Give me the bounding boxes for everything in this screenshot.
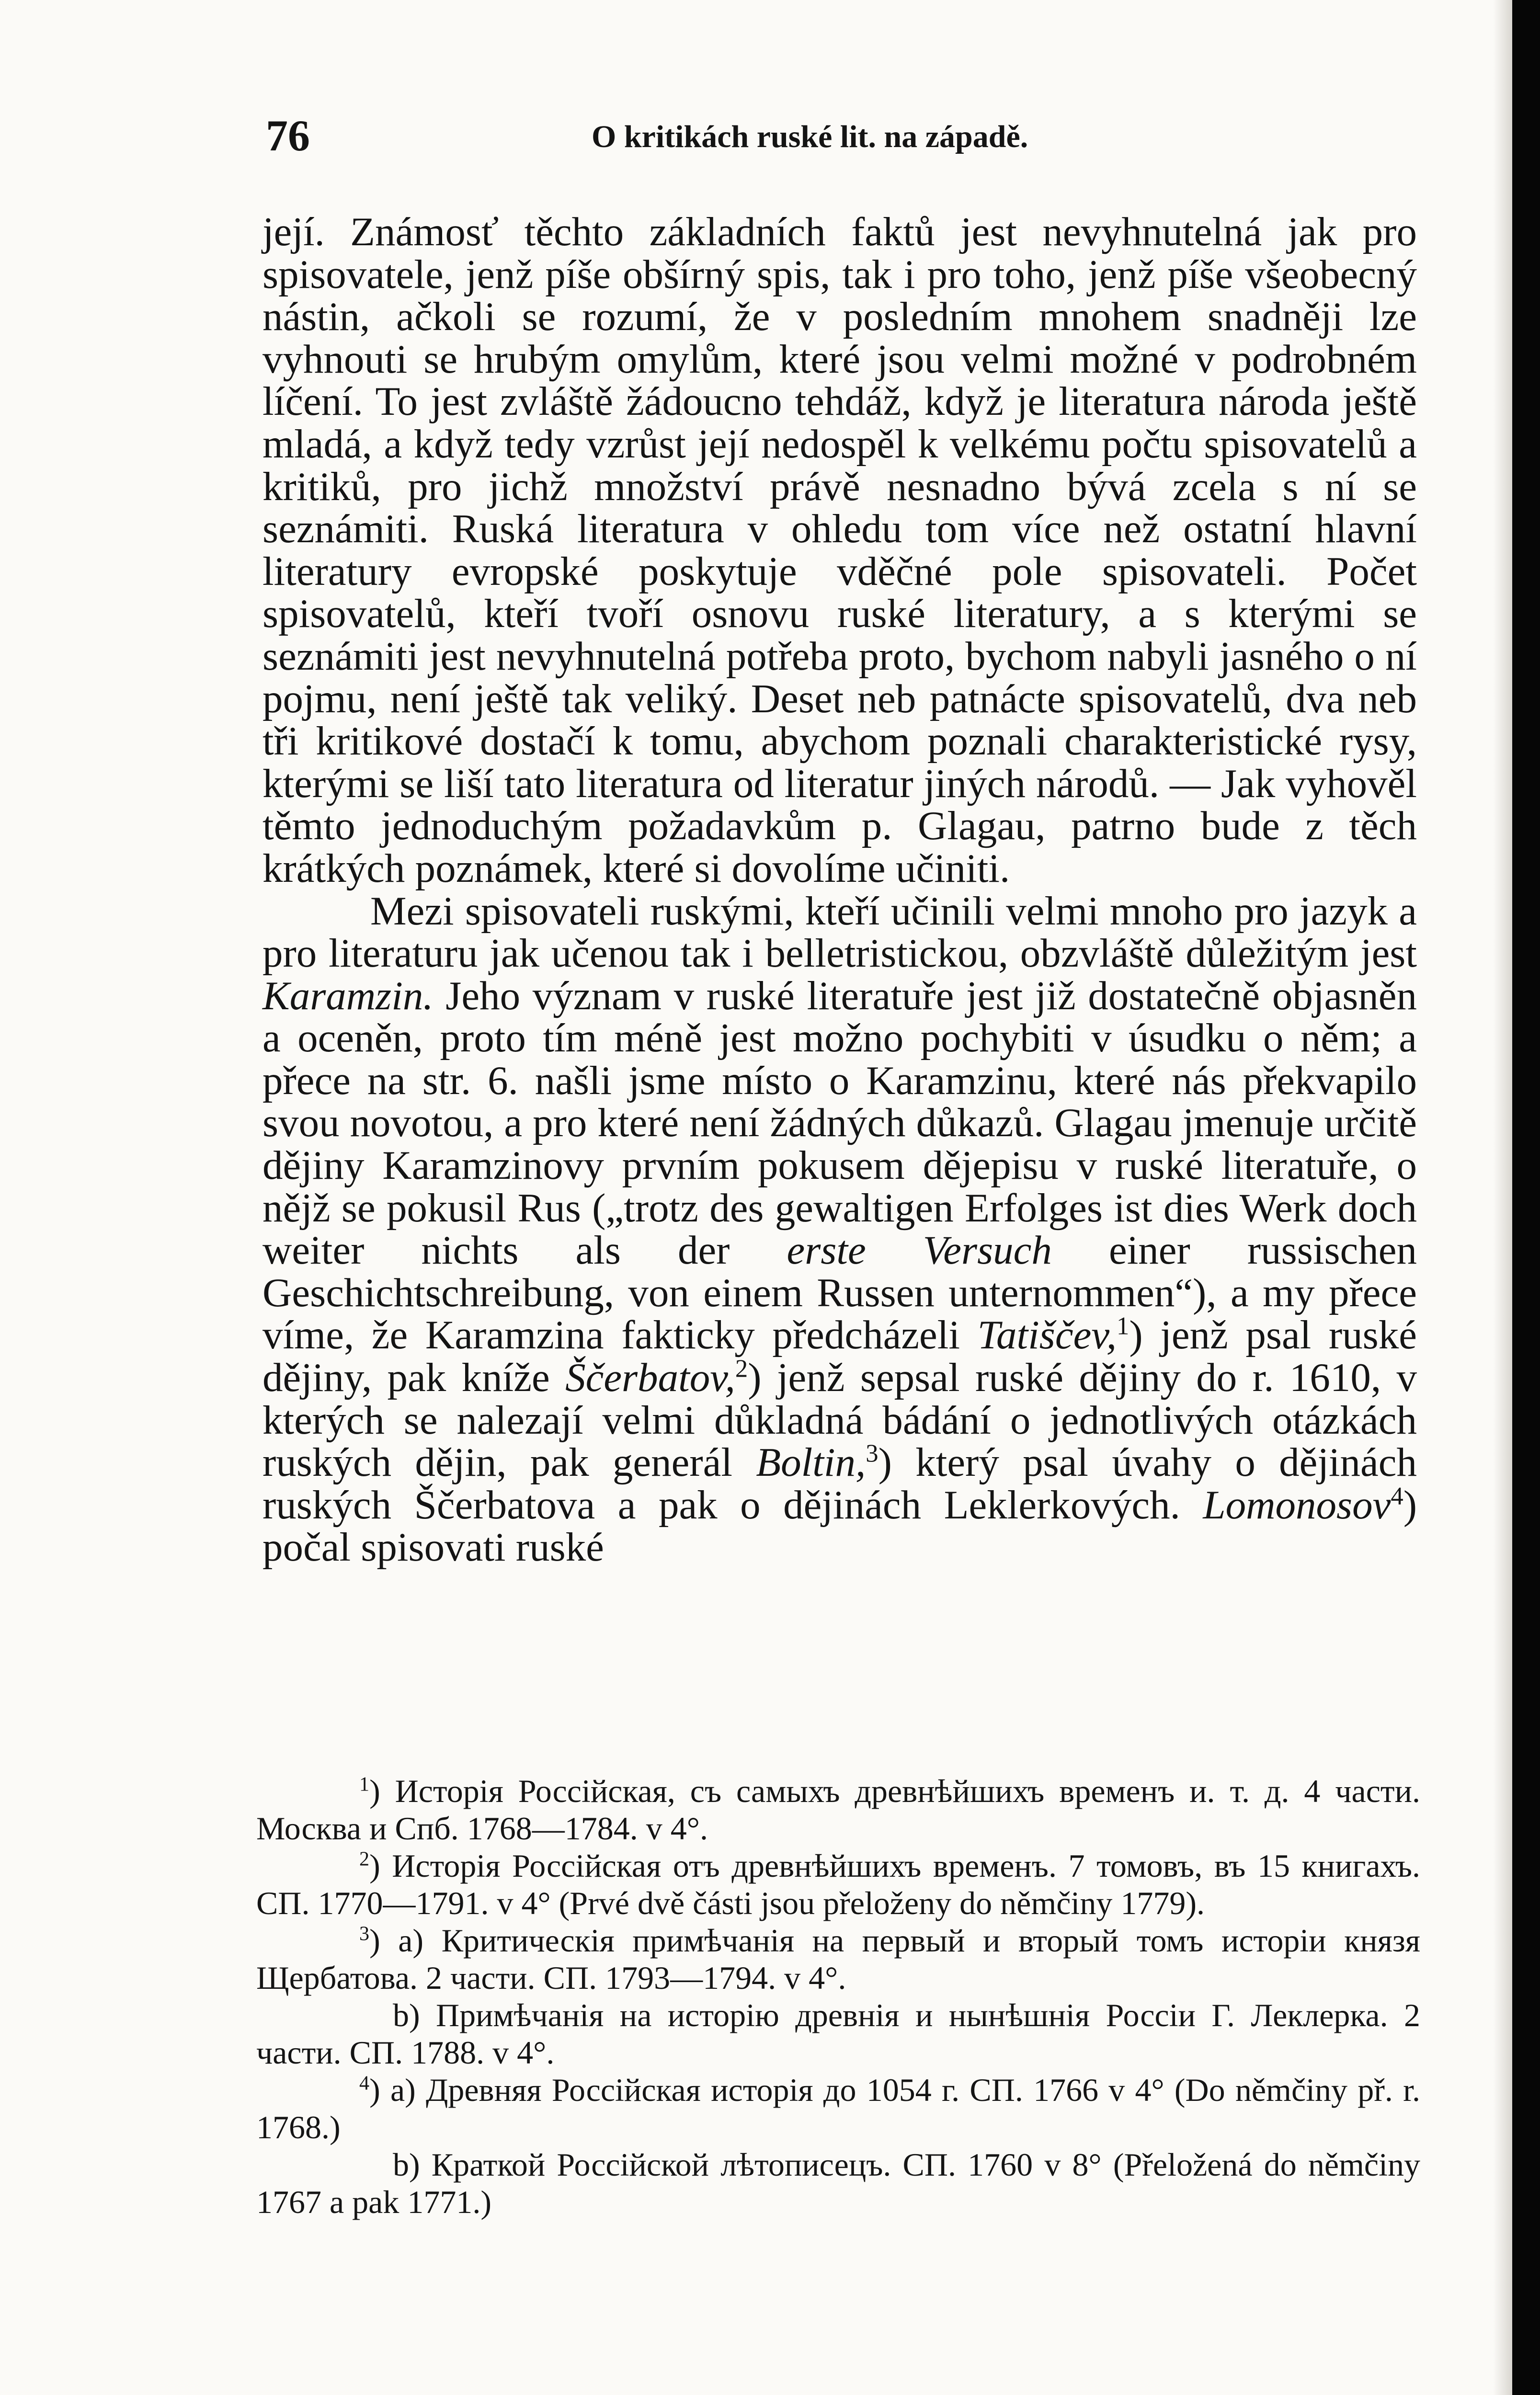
running-title: O kritikách ruské lit. na západě.: [592, 119, 1028, 154]
footnote-ref-3: 3: [866, 1439, 878, 1468]
name-scerbatov: Ščerbatov,: [565, 1355, 735, 1401]
page-edge-shadow: [1493, 0, 1512, 2395]
page-number: 76: [266, 111, 310, 160]
footnotes: [256, 1772, 1420, 2221]
footnote-4a: $^4$) a) Древняя Россiйская исторiя до 1054 г. СП. 1766 v 4° (Do němčiny př. r. 1768.): [256, 2072, 1420, 2145]
paragraph-1: její. Známosť těchto základních faktů jest nevyhnutelná jak pro spisovatele, jenž píše obšírný spis, tak i pro toho, jenž píše všeobecný nástin, ačkoli se rozumí, že v posledním mnohem snadněji lze vyhnouti se hrubým omylům, které jsou velmi možné v podrobném líčení. To jest zvláště žádoucno tehdáž, když je literatura národa ještě mladá, a když tedy vzrůst její nedospěl k velkému počtu spisovatelů a kritiků, pro jichž množství právě nesnadno bývá zcela s ní se seznámiti. Ruská literatura v ohledu tom více než ostatní hlavní literatury evropské poskytuje vděčné pole spisovateli. Počet spisovatelů, kteří tvoří osnovu ruské literatury, a s kterými se seznámiti jest nevyhnutelná potřeba proto, bychom nabyli jasného o ní pojmu, není ještě tak veliký. Deset neb patnácte spisovatelů, dva neb tři kritikové dostačí k tomu, abychom poznali charakteristické rysy, kterými se liší tato literatura od literatur jiných národů. — Jak vyhověl těmto jednoduchým požadavkům p. Glagau, patrno bude z těch krátkých poznámek, které si dovolíme učiniti.: [262, 209, 1417, 891]
footnote-marker: 1: [359, 1773, 370, 1796]
footnote-3a: $^3$) a) Критическiя примѣчанiя на первый и вторый томъ исторiи князя Щербатова. 2 части. СП. 1793—1794. v 4°.: [256, 1922, 1420, 1996]
paragraph-2: Mezi spisovateli ruskými, kteří učinili velmi mnoho pro jazyk a pro literaturu jak učenou tak i belletristickou, obzvláště důležitým jest Karamzin. Jeho význam v ruské literatuře jest již dostatečně objasněn a oceněn, proto tím méně jest možno pochybiti v úsudku o něm; a přece na str. 6. našli jsme místo o Karamzinu, které nás překvapilo svou novotou, a pro které není žádných důkazů. Glagau jmenuje určitě dějiny Karamzinovy prvním pokusem dějepisu v ruské literatuře, o nějž se pokusil Rus („trotz des gewaltigen Erfolges ist dies Werk doch weiter nichts als der erste Versuch einer russischen Geschichtschreibung, von einem Russen unternommen“), a my přece víme, že Karamzina fakticky předcházeli Tatiščev,$^1$) jenž psal ruské dějiny, pak kníže Ščerbatov,$^2$) jenž sepsal ruské dějiny do r. 1610, v kterých se nalezají velmi důkladná bádání o jednotlivých otázkách ruských dějin, pak generál Boltin,$^3$) který psal úvahy o dějinách ruských Ščerbatova a pak o dějinách Leklerkových. Lomonosov$^4$) počal spisovati ruské: [262, 888, 1417, 1570]
page-header: [261, 110, 1420, 177]
main-text: [262, 211, 1417, 1569]
scan-border: [1512, 0, 1540, 2395]
footnote-ref-4: 4: [1391, 1482, 1403, 1510]
footnote-marker: 4: [359, 2072, 370, 2095]
name-karamzin: Karamzin.: [262, 973, 433, 1018]
footnote-4b: b) Краткой Россiйской лѣтописецъ. СП. 1760 v 8° (Přeložená do němčiny 1767 a pak 1771.): [256, 2146, 1420, 2220]
phrase-erste-versuch: erste Versuch: [787, 1228, 1052, 1273]
footnote-2: $^2$) Исторiя Россiйская отъ древнѣйшихъ временъ. 7 томовъ, въ 15 книгахъ. СП. 1770—1791. v 4° (Prvé dvě části jsou přeloženy do němčiny 1779).: [256, 1848, 1420, 1921]
footnote-marker: 2: [359, 1848, 370, 1870]
footnote-3b: b) Примѣчанiя на исторiю древнiя и нынѣшнiя Россiи Г. Леклерка. 2 части. СП. 1788. v 4°.: [256, 1997, 1420, 2071]
footnote-ref-2: 2: [735, 1355, 748, 1383]
name-lomonosov: Lomonosov: [1203, 1482, 1391, 1528]
footnote-ref-1: 1: [1116, 1312, 1129, 1341]
name-boltin: Boltin,: [756, 1440, 866, 1485]
footnote-marker: 3: [359, 1922, 370, 1945]
footnote-1: $^1$) Исторiя Россiйская, съ самыхъ древнѣйшихъ временъ и. т. д. 4 части. Москва и Спб. 1768—1784. v 4°.: [256, 1773, 1420, 1847]
name-tatiscev: Tatiščev,: [977, 1312, 1117, 1358]
